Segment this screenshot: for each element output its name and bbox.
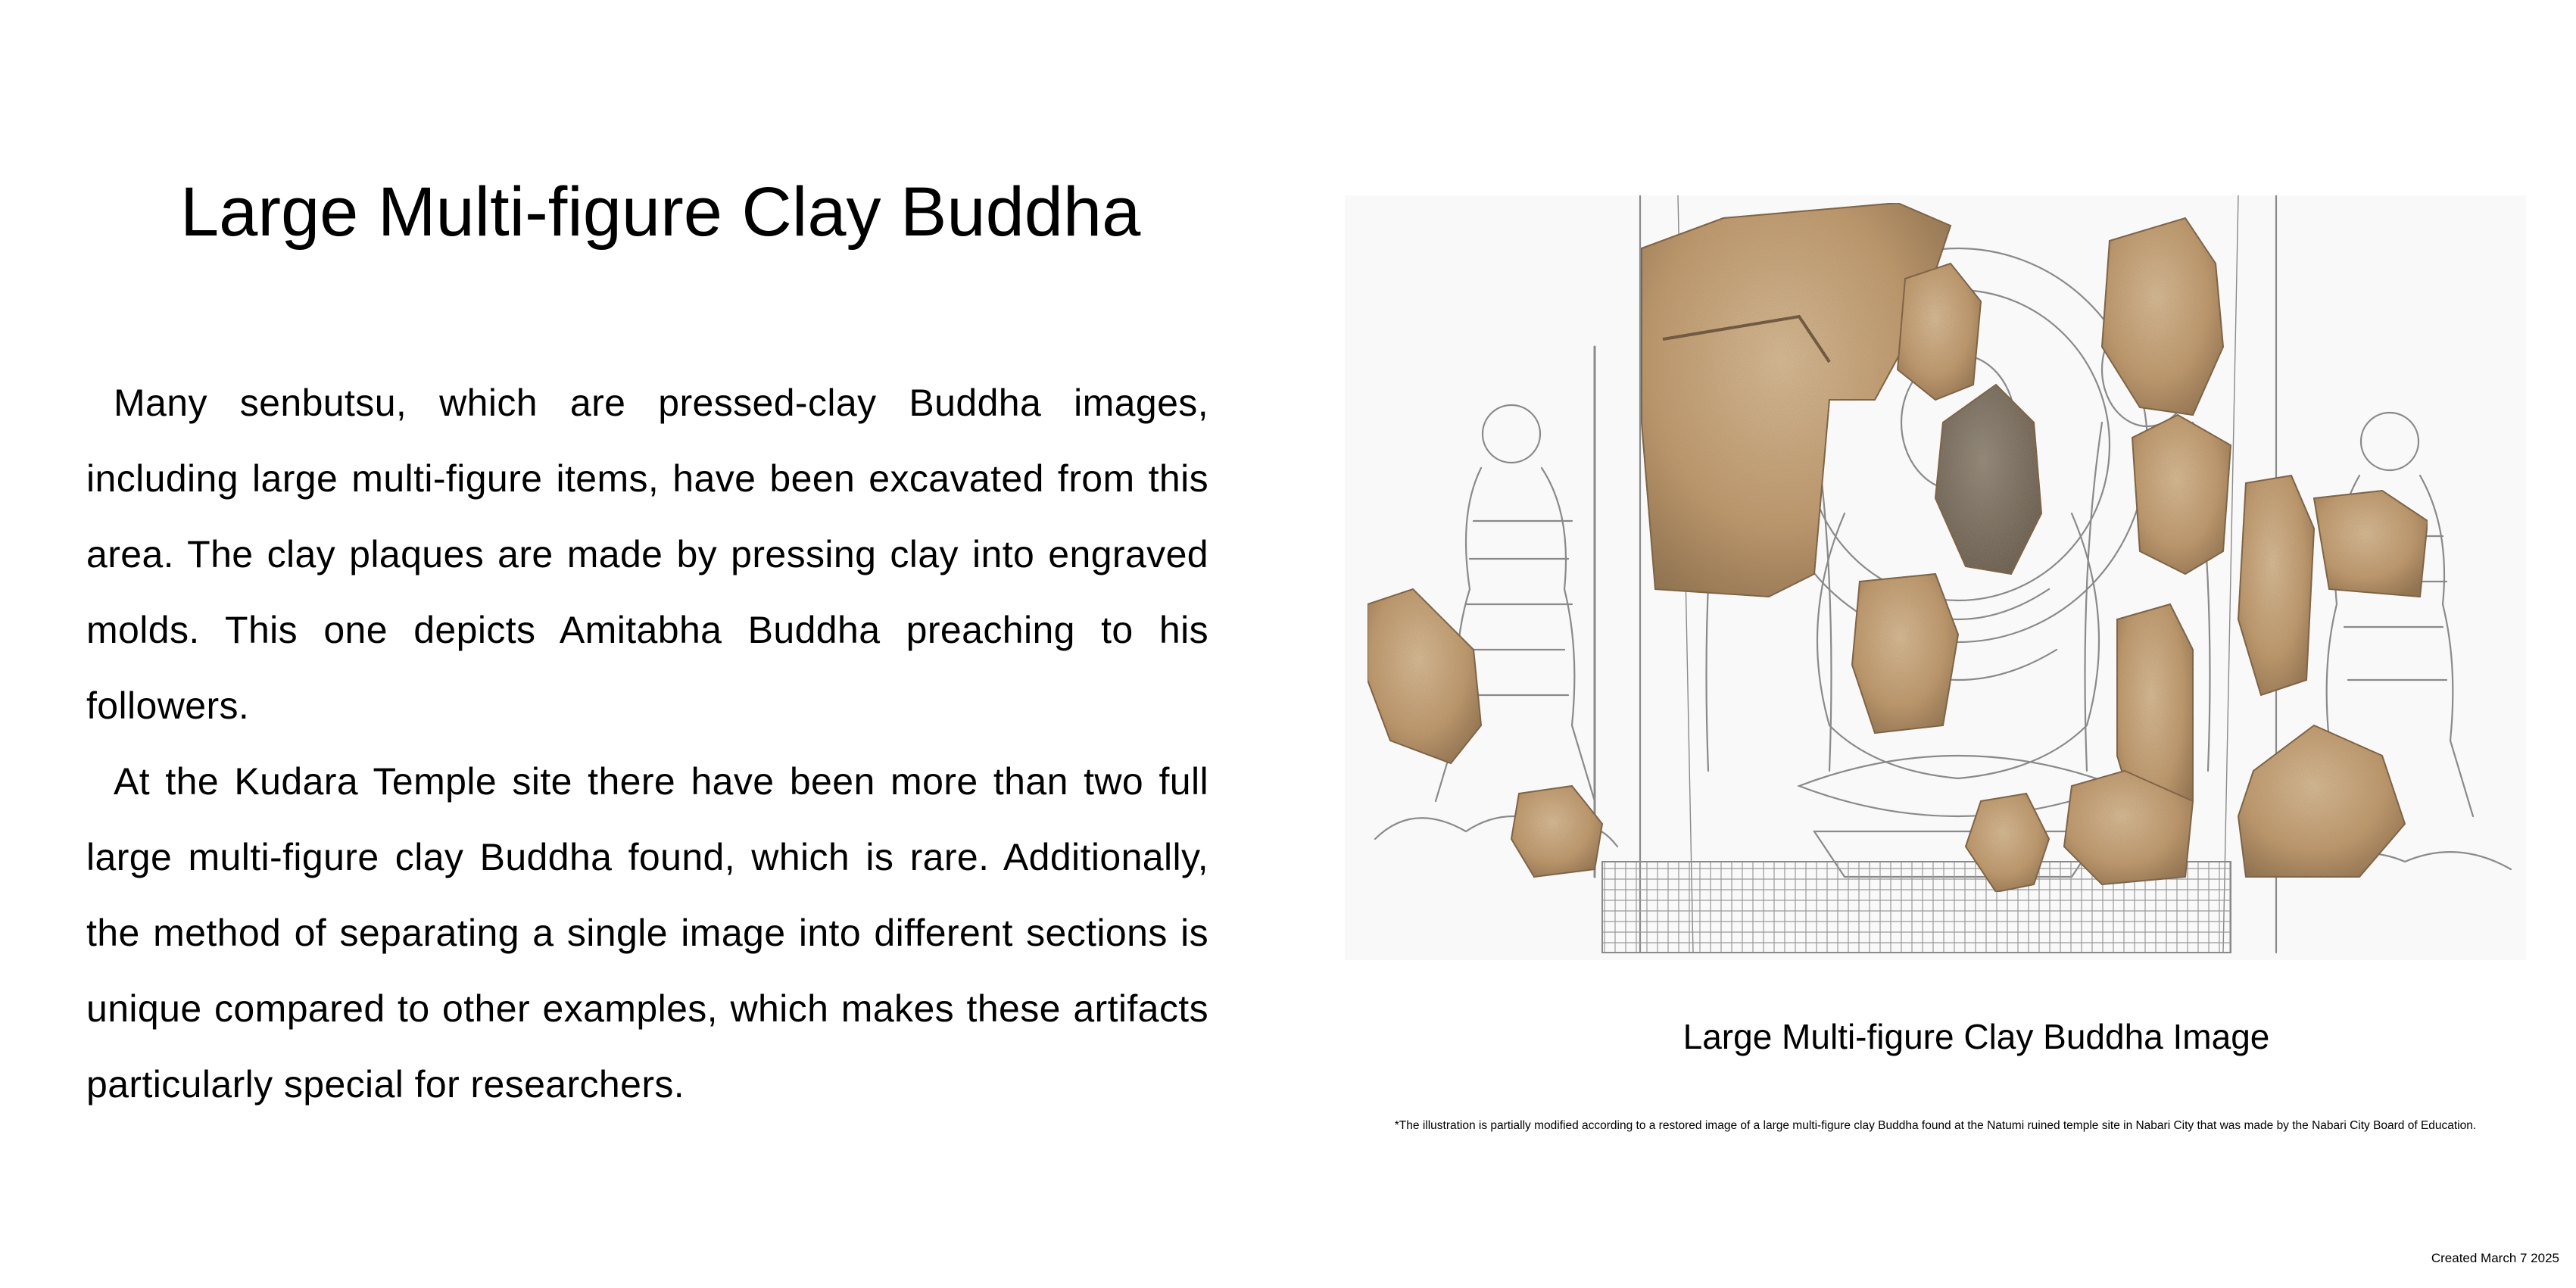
- page-title: Large Multi-figure Clay Buddha: [180, 173, 1141, 251]
- clay-buddha-illustration: [1345, 195, 2526, 960]
- clay-fragments: [1368, 203, 2428, 892]
- description-text: [86, 365, 1208, 1122]
- paragraph-2: At the Kudara Temple site there have been more than two full large multi-figure clay Buddha found, which is rare. Additionally, the method of separating a single image into different sections is unique compared to other examples, which makes these artifacts particularly special for researchers.: [86, 760, 1208, 1106]
- illustration-image: [1345, 195, 2526, 960]
- figure-footnote: *The illustration is partially modified according to a restored image of a large multi-figure clay Buddha found at the Natumi ruined temple site in Nabari City that was made by the Nabari City Board of Education.: [1394, 1119, 2477, 1132]
- created-date: Created March 7 2025: [2431, 1251, 2559, 1265]
- figure-caption: Large Multi-figure Clay Buddha Image: [1683, 1017, 2270, 1056]
- paragraph-1: Many senbutsu, which are pressed-clay Buddha images, including large multi-figure items, have been excavated from this area. The clay plaques are made by pressing clay into engraved molds. This one depicts Amitabha Buddha preaching to his followers.: [86, 382, 1208, 727]
